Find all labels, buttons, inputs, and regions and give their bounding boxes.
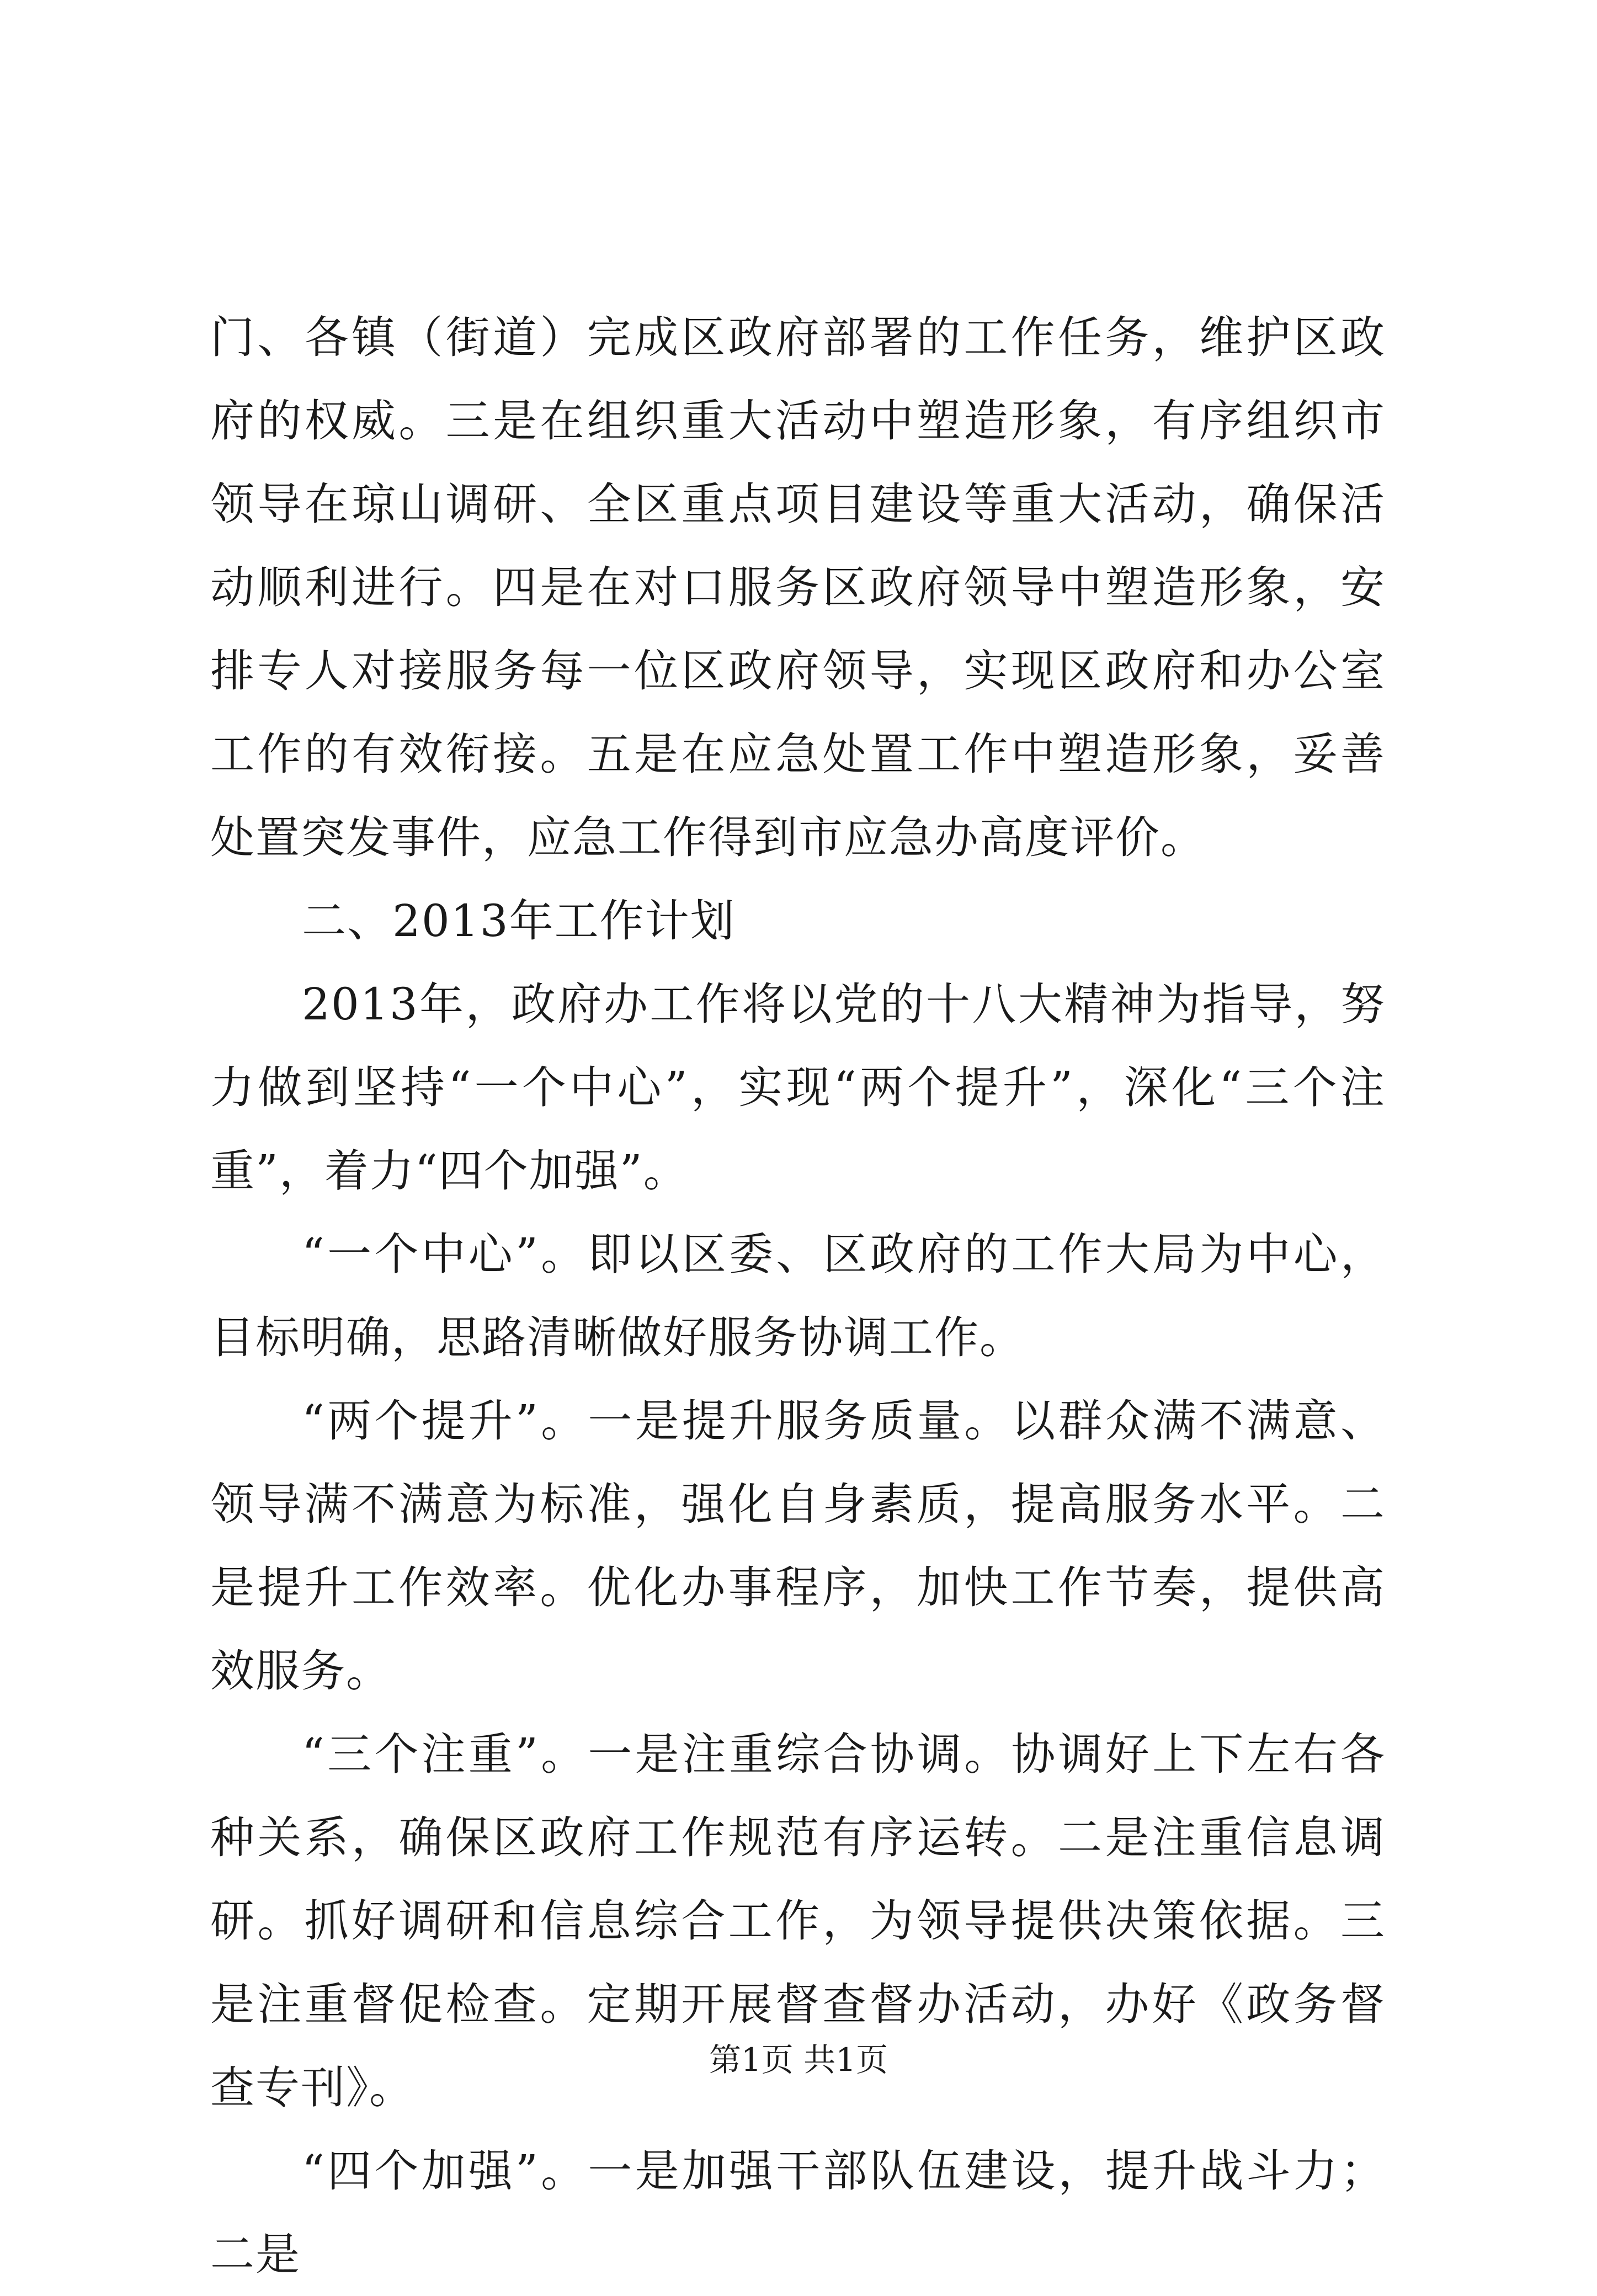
section-heading: 二、2013年工作计划 — [302, 895, 736, 947]
paragraph: “三个注重”。一是注重综合协调。协调好上下左右各种关系，确保区政府工作规范有序运转。二是注重信息调研。抓好调研和信息综合工作，为领导提供决策依据。三是注重督促检查。定期开展督查督办活动，办好《政务督查专刊》。 — [210, 1729, 1386, 2113]
page-footer — [0, 2038, 1597, 2082]
body-text — [210, 296, 1386, 2296]
paragraph: “两个提升”。一是提升服务质量。以群众满不满意、领导满不满意为标准，强化自身素质，提高服务水平。二是提升工作效率。优化办事程序，加快工作节奏，提供高效服务。 — [210, 1395, 1386, 1697]
paragraph: “四个加强”。一是加强干部队伍建设，提升战斗力；二是 — [210, 2145, 1386, 2280]
paragraph-continued: 门、各镇（街道）完成区政府部署的工作任务，维护区政府的权威。三是在组织重大活动中塑造形象，有序组织市领导在琼山调研、全区重点项目建设等重大活动，确保活动顺利进行。四是在对口服务区政府领导中塑造形象，安排专人对接服务每一位区政府领导，实现区政府和办公室工作的有效衔接。五是在应急处置工作中塑造形象，妥善处置突发事件，应急工作得到市应急办高度评价。 — [210, 312, 1386, 863]
paragraph: 2013年，政府办工作将以党的十八大精神为指导，努力做到坚持“一个中心”，实现“两个提升”，深化“三个注重”，着力“四个加强”。 — [210, 979, 1386, 1197]
paragraph: “一个中心”。即以区委、区政府的工作大局为中心，目标明确，思路清晰做好服务协调工作。 — [210, 1229, 1386, 1363]
page-number: 第1页 共1页 — [709, 2041, 888, 2079]
